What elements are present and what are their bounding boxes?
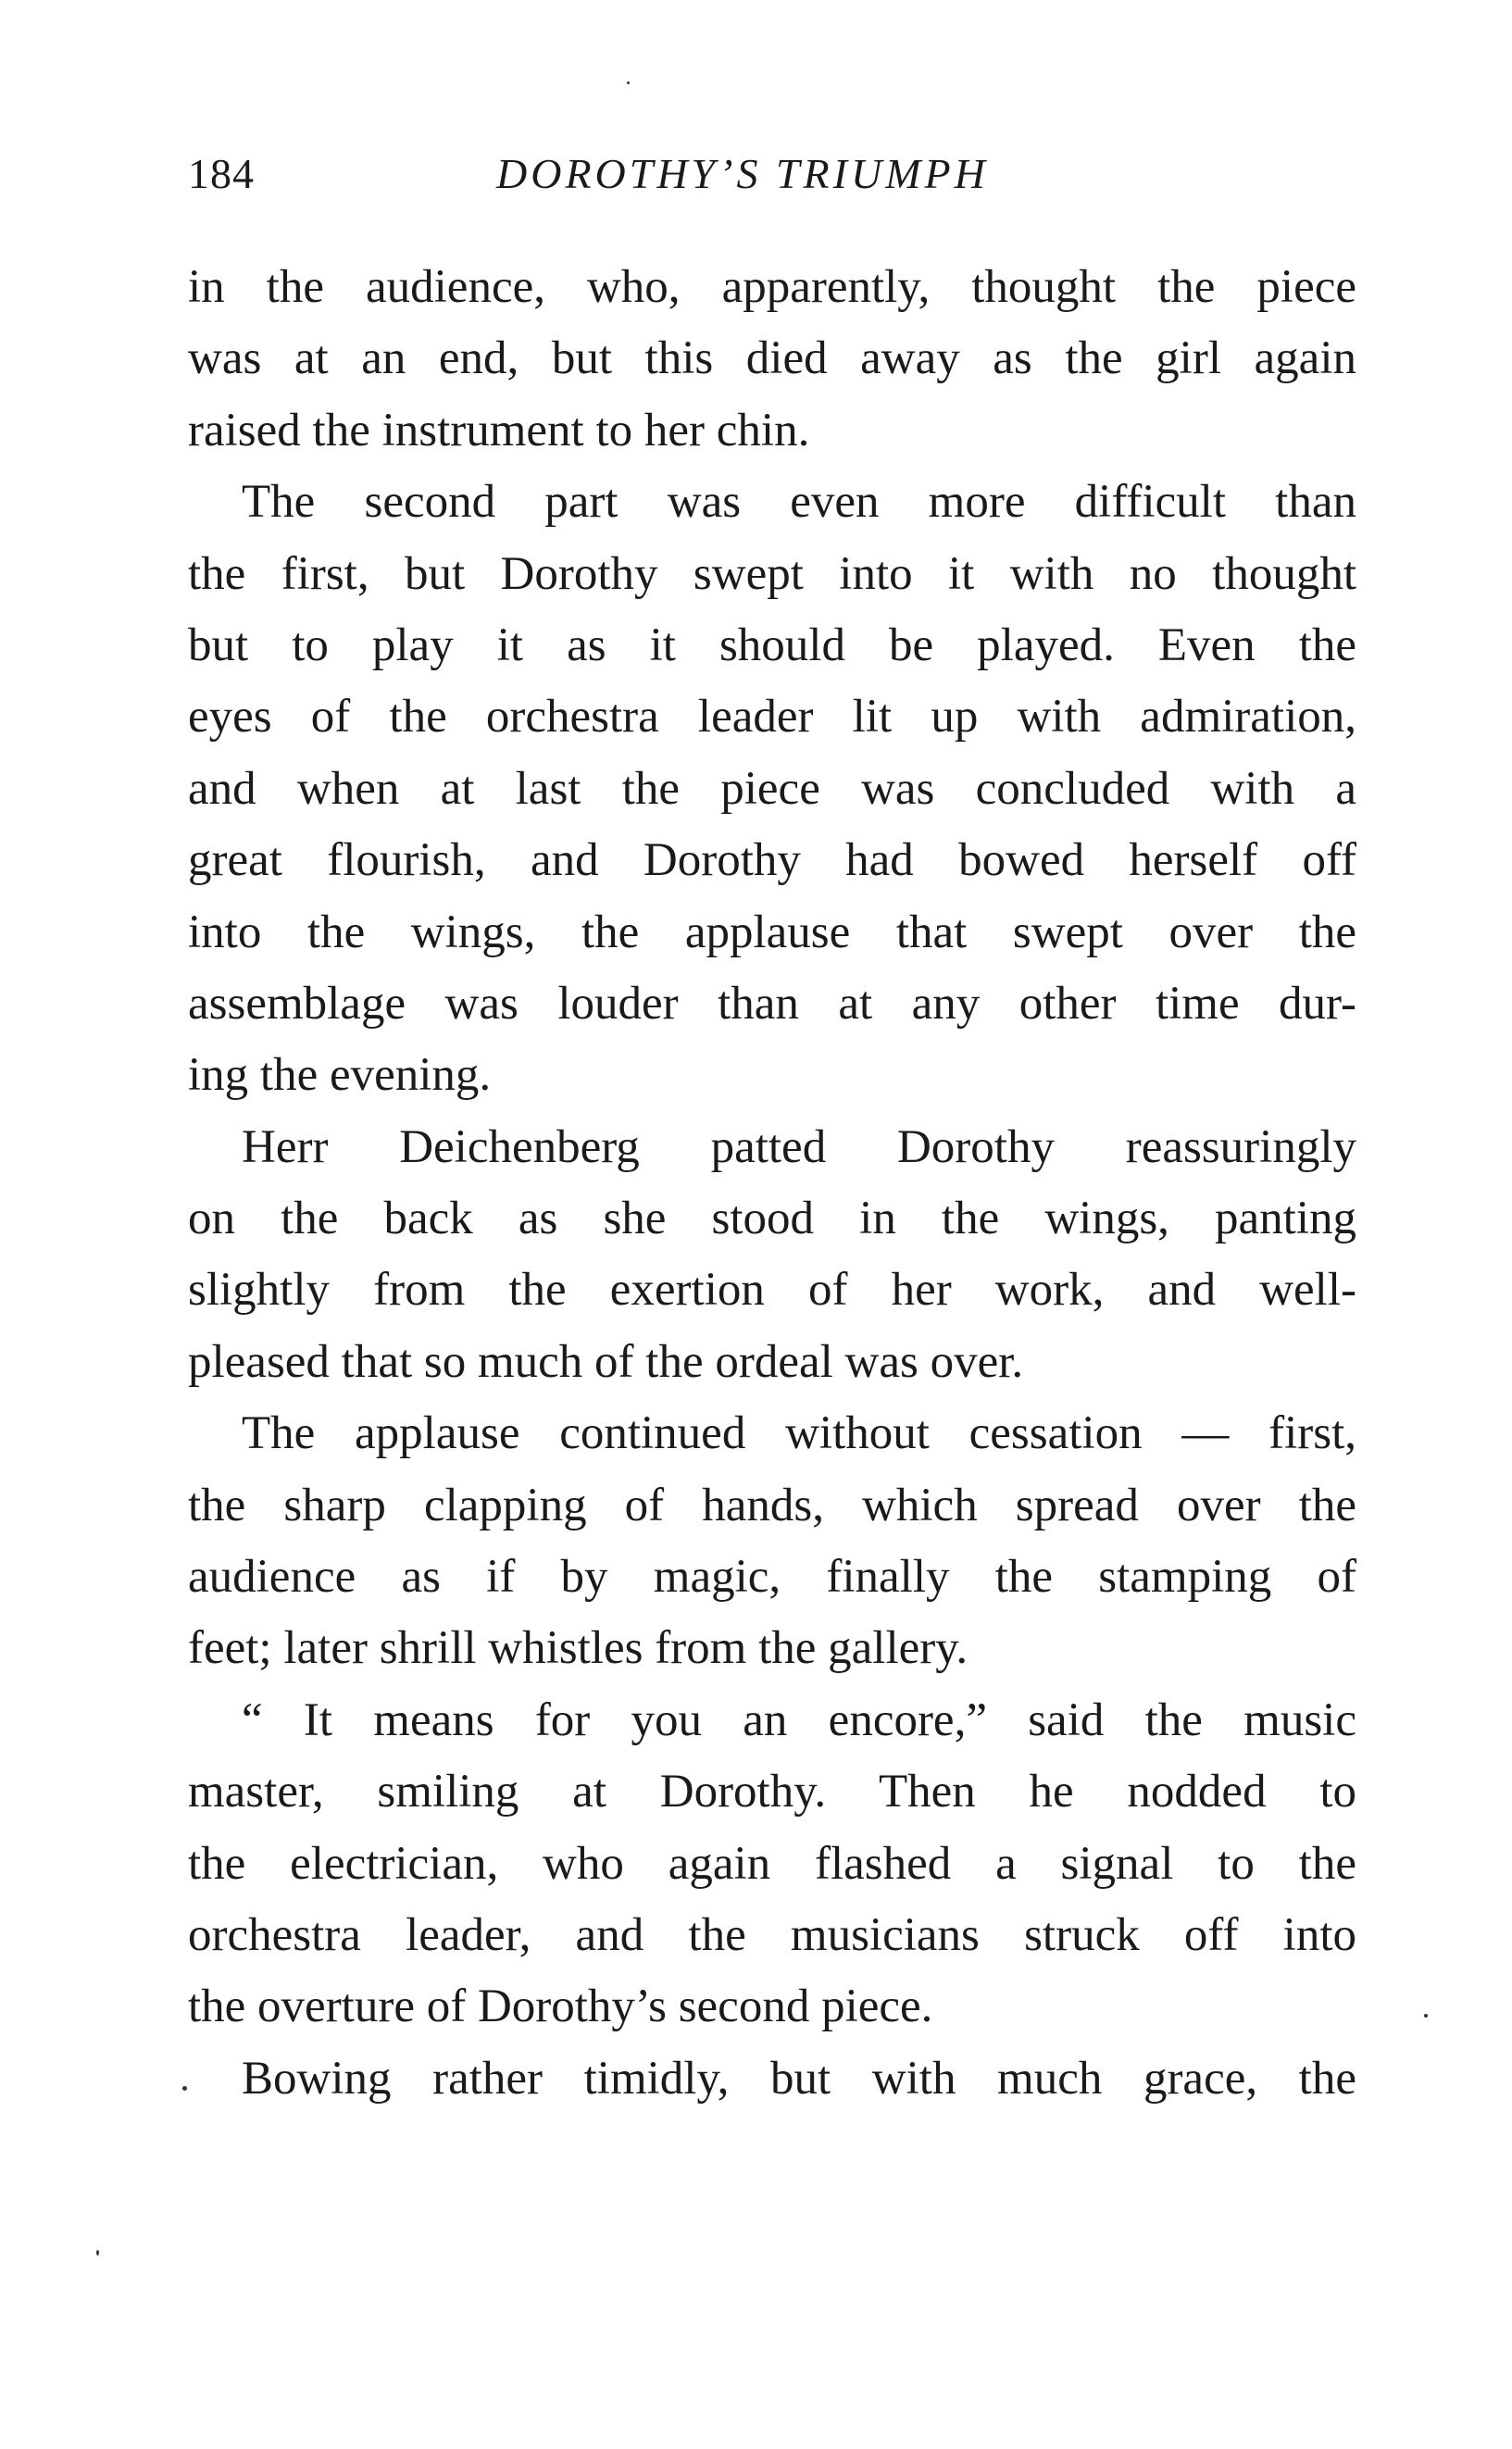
text-line: assemblage was louder than at any other time dur- (188, 977, 1356, 1030)
text-line: pleased that so much of the ordeal was over. (188, 1335, 1024, 1388)
text-line: raised the instrument to her chin. (188, 404, 810, 456)
text-line: orchestra leader, and the musicians struck off into (188, 1908, 1356, 1961)
text-line: ing the evening. (188, 1049, 492, 1102)
text-line: on the back as she stood in the wings, panting (188, 1193, 1356, 1245)
print-speck (627, 81, 630, 84)
running-head (188, 146, 1356, 202)
text-line: the sharp clapping of hands, which spread over the (188, 1479, 1356, 1531)
text-line: into the wings, the applause that swept over the (188, 906, 1356, 958)
text-line: The applause continued without cessation — first, (242, 1407, 1356, 1460)
text-line: Herr Deichenberg patted Dorothy reassuringly (242, 1120, 1356, 1173)
text-line: in the audience, who, apparently, thought the piece (188, 261, 1356, 313)
print-speck (96, 2250, 99, 2255)
text-line: but to play it as it should be played. Even the (188, 618, 1356, 671)
text-line: the overture of Dorothy’s second piece. (188, 1980, 933, 2033)
text-line: audience as if by magic, finally the stamping of (188, 1551, 1356, 1604)
text-line: Bowing rather timidly, but with much grace, the (242, 2052, 1356, 2105)
text-line: was at an end, but this died away as the girl again (188, 332, 1356, 385)
text-line: “ It means for you an encore,” said the music (242, 1693, 1356, 1746)
text-line: feet; later shrill whistles from the gallery. (188, 1622, 968, 1675)
body-text (188, 252, 1356, 2115)
text-line: slightly from the exertion of her work, and well- (188, 1264, 1356, 1317)
text-line: the electrician, who again flashed a signal to the (188, 1837, 1356, 1890)
print-speck (182, 2086, 187, 2091)
text-line: and when at last the piece was concluded with a (188, 762, 1356, 815)
text-line: the first, but Dorothy swept into it with no thought (188, 547, 1356, 600)
text-line: eyes of the orchestra leader lit up with admiration, (188, 691, 1356, 743)
running-title: DOROTHY’S TRIUMPH (496, 150, 989, 197)
text-line: master, smiling at Dorothy. Then he nodded to (188, 1766, 1356, 1818)
text-line: great flourish, and Dorothy had bowed herself off (188, 834, 1356, 887)
page-number: 184 (188, 150, 255, 197)
text-line: The second part was even more difficult than (242, 476, 1356, 529)
print-speck (1424, 2014, 1428, 2018)
